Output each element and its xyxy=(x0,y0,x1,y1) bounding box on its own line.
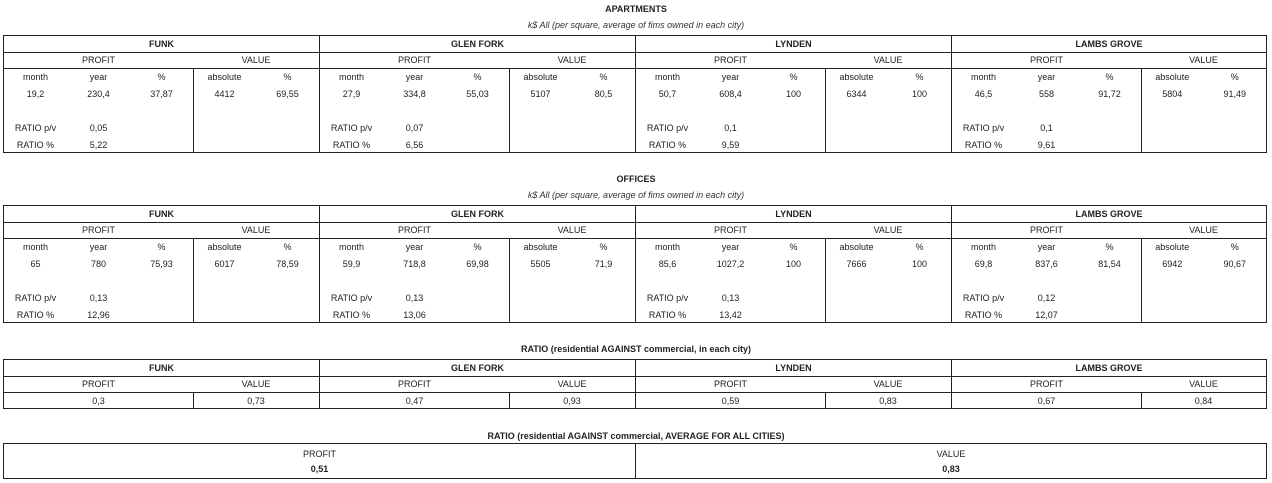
ratio-pct-label: RATIO % xyxy=(332,310,371,320)
ratio-pct-value: 5,22 xyxy=(89,140,108,150)
absolute-value: 6942 xyxy=(1162,259,1183,269)
absolute-header: absolute xyxy=(523,72,558,82)
month-value: 46,5 xyxy=(974,89,993,99)
city-name: FUNK xyxy=(149,209,174,219)
ratio-pct-value: 6,56 xyxy=(405,140,424,150)
profit-label: PROFIT xyxy=(398,55,431,65)
value-pct-header: % xyxy=(283,242,292,252)
city-name: FUNK xyxy=(149,363,174,373)
month-header: month xyxy=(970,72,996,82)
profit-pct-header: % xyxy=(789,72,798,82)
ratio-pct-label: RATIO % xyxy=(16,310,55,320)
city-name: LAMBS GROVE xyxy=(1075,39,1143,49)
ratio-pv-value: 0,05 xyxy=(89,123,108,133)
ratio-pv-label: RATIO p/v xyxy=(14,293,57,303)
ratio-profit-value: 0,59 xyxy=(721,396,740,406)
absolute-header: absolute xyxy=(207,242,242,252)
ratio-profit-value: 0,47 xyxy=(405,396,424,406)
month-value: 65 xyxy=(30,259,41,269)
value-label: VALUE xyxy=(873,379,903,389)
profit-pct-value: 81,54 xyxy=(1098,259,1121,269)
ratio-pv-label: RATIO p/v xyxy=(646,293,689,303)
ratio-pct-value: 9,59 xyxy=(721,140,740,150)
apartments-table xyxy=(3,35,1267,153)
ratio-city-table xyxy=(3,359,1267,409)
value-pct-value: 80,5 xyxy=(594,89,613,99)
ratio-pv-label: RATIO p/v xyxy=(330,123,373,133)
year-value: 1027,2 xyxy=(716,259,745,269)
year-header: year xyxy=(89,72,108,82)
absolute-header: absolute xyxy=(523,242,558,252)
ratio-pct-value: 12,07 xyxy=(1035,310,1058,320)
year-value: 780 xyxy=(90,259,107,269)
profit-pct-value: 100 xyxy=(785,259,802,269)
month-header: month xyxy=(338,242,364,252)
value-label: VALUE xyxy=(1189,55,1218,65)
ratio-city-funk xyxy=(3,359,320,409)
absolute-value: 5107 xyxy=(530,89,551,99)
offices-table xyxy=(3,205,1267,323)
year-header: year xyxy=(89,242,108,252)
profit-label: PROFIT xyxy=(398,225,431,235)
absolute-value: 4412 xyxy=(214,89,235,99)
city-name: LYNDEN xyxy=(775,363,812,373)
profit-pct-value: 91,72 xyxy=(1098,89,1121,99)
ratio-pct-label: RATIO % xyxy=(964,310,1003,320)
ratio-pct-label: RATIO % xyxy=(648,140,687,150)
year-value: 837,6 xyxy=(1035,259,1058,269)
profit-label: PROFIT xyxy=(82,379,115,389)
ratio-avg-profit-value: 0,51 xyxy=(310,464,329,474)
ratio-city-glen-fork xyxy=(319,359,636,409)
month-value: 27,9 xyxy=(342,89,361,99)
city-name: LAMBS GROVE xyxy=(1075,363,1143,373)
ratio-pv-value: 0,13 xyxy=(721,293,740,303)
value-pct-value: 78,59 xyxy=(276,259,299,269)
ratio-pct-value: 12,96 xyxy=(87,310,110,320)
value-pct-header: % xyxy=(915,72,924,82)
absolute-value: 5804 xyxy=(1162,89,1183,99)
profit-label: PROFIT xyxy=(82,55,115,65)
ratio-city-title: RATIO (residential AGAINST commercial, in each city) xyxy=(520,344,752,354)
offices-city-funk xyxy=(3,205,320,323)
profit-pct-header: % xyxy=(473,242,482,252)
profit-label: PROFIT xyxy=(1030,55,1063,65)
year-value: 230,4 xyxy=(87,89,110,99)
profit-pct-header: % xyxy=(473,72,482,82)
value-label: VALUE xyxy=(557,379,587,389)
ratio-pv-value: 0,13 xyxy=(405,293,424,303)
absolute-value: 6344 xyxy=(846,89,867,99)
ratio-city-lynden xyxy=(635,359,952,409)
ratio-value-value: 0,73 xyxy=(247,396,265,406)
offices-title: OFFICES xyxy=(616,174,656,184)
value-pct-header: % xyxy=(599,72,608,82)
ratio-pv-label: RATIO p/v xyxy=(646,123,689,133)
ratio-pct-label: RATIO % xyxy=(332,140,371,150)
month-value: 69,8 xyxy=(974,259,993,269)
profit-pct-value: 69,98 xyxy=(466,259,489,269)
value-pct-header: % xyxy=(599,242,608,252)
year-value: 608,4 xyxy=(719,89,742,99)
year-header: year xyxy=(405,242,424,252)
absolute-value: 5505 xyxy=(530,259,551,269)
ratio-avg-value-value: 0,83 xyxy=(942,464,960,474)
ratio-pct-value: 13,06 xyxy=(403,310,426,320)
value-pct-header: % xyxy=(283,72,292,82)
profit-label: PROFIT xyxy=(714,55,747,65)
year-header: year xyxy=(1037,242,1056,252)
ratio-pv-label: RATIO p/v xyxy=(330,293,373,303)
ratio-pct-label: RATIO % xyxy=(16,140,55,150)
offices-subtitle: k$ All (per square, average of fims owned in each city) xyxy=(527,190,745,200)
ratio-value-value: 0,84 xyxy=(1194,396,1213,406)
value-label: VALUE xyxy=(557,225,587,235)
profit-label: PROFIT xyxy=(714,225,747,235)
value-pct-value: 91,49 xyxy=(1223,89,1247,99)
value-label: VALUE xyxy=(873,225,903,235)
offices-city-lambs-grove xyxy=(951,205,1267,323)
city-name: LYNDEN xyxy=(775,209,812,219)
profit-label: PROFIT xyxy=(82,225,115,235)
ratio-pv-value: 0,1 xyxy=(1040,123,1053,133)
value-pct-value: 100 xyxy=(911,259,928,269)
year-header: year xyxy=(721,242,740,252)
profit-pct-header: % xyxy=(157,242,166,252)
value-pct-value: 90,67 xyxy=(1223,259,1247,269)
ratio-pv-label: RATIO p/v xyxy=(14,123,57,133)
city-name: GLEN FORK xyxy=(451,39,504,49)
month-header: month xyxy=(654,242,680,252)
value-label: VALUE xyxy=(241,379,271,389)
month-value: 85,6 xyxy=(658,259,677,269)
city-name: LYNDEN xyxy=(775,39,812,49)
absolute-header: absolute xyxy=(839,72,874,82)
ratio-value-value: 0,83 xyxy=(879,396,897,406)
apartments-city-lambs-grove xyxy=(951,35,1267,153)
value-label: VALUE xyxy=(873,55,903,65)
ratio-pv-value: 0,07 xyxy=(405,123,424,133)
value-label: VALUE xyxy=(557,55,587,65)
value-label: VALUE xyxy=(936,449,966,459)
value-label: VALUE xyxy=(241,55,271,65)
month-header: month xyxy=(22,72,48,82)
ratio-avg-profit-cell xyxy=(3,443,636,479)
city-name: GLEN FORK xyxy=(451,363,504,373)
ratio-pct-label: RATIO % xyxy=(648,310,687,320)
ratio-value-value: 0,93 xyxy=(563,396,581,406)
month-header: month xyxy=(654,72,680,82)
profit-pct-value: 55,03 xyxy=(466,89,489,99)
profit-pct-header: % xyxy=(789,242,798,252)
profit-pct-value: 75,93 xyxy=(150,259,173,269)
ratio-pct-value: 9,61 xyxy=(1037,140,1056,150)
year-header: year xyxy=(405,72,424,82)
apartments-city-funk xyxy=(3,35,320,153)
ratio-avg-title: RATIO (residential AGAINST commercial, AVERAGE FOR ALL CITIES) xyxy=(487,431,785,441)
value-pct-value: 71,9 xyxy=(594,259,613,269)
value-pct-header: % xyxy=(915,242,924,252)
absolute-value: 6017 xyxy=(214,259,235,269)
apartments-city-glen-fork xyxy=(319,35,636,153)
offices-city-lynden xyxy=(635,205,952,323)
apartments-title: APARTMENTS xyxy=(605,4,667,14)
year-header: year xyxy=(1037,72,1056,82)
ratio-pv-value: 0,12 xyxy=(1037,293,1056,303)
month-header: month xyxy=(338,72,364,82)
month-value: 59,9 xyxy=(342,259,361,269)
absolute-header: absolute xyxy=(839,242,874,252)
profit-pct-header: % xyxy=(1105,72,1114,82)
month-value: 19,2 xyxy=(26,89,45,99)
profit-label: PROFIT xyxy=(1030,379,1063,389)
ratio-avg-table xyxy=(3,443,1267,479)
absolute-value: 7666 xyxy=(846,259,867,269)
ratio-pct-value: 13,42 xyxy=(719,310,742,320)
ratio-avg-value-cell xyxy=(635,443,1267,479)
ratio-pct-label: RATIO % xyxy=(964,140,1003,150)
profit-pct-header: % xyxy=(1105,242,1114,252)
profit-label: PROFIT xyxy=(1030,225,1063,235)
year-value: 334,8 xyxy=(403,89,426,99)
absolute-header: absolute xyxy=(1155,72,1190,82)
apartments-subtitle: k$ All (per square, average of fims owned in each city) xyxy=(527,20,745,30)
value-pct-header: % xyxy=(1230,72,1239,82)
value-pct-value: 100 xyxy=(911,89,928,99)
year-header: year xyxy=(721,72,740,82)
absolute-header: absolute xyxy=(207,72,242,82)
ratio-pv-label: RATIO p/v xyxy=(962,293,1005,303)
city-name: FUNK xyxy=(149,39,174,49)
profit-label: PROFIT xyxy=(398,379,431,389)
profit-pct-value: 100 xyxy=(785,89,802,99)
value-pct-value: 69,55 xyxy=(276,89,299,99)
ratio-pv-value: 0,13 xyxy=(89,293,108,303)
ratio-pv-value: 0,1 xyxy=(724,123,737,133)
value-label: VALUE xyxy=(241,225,271,235)
city-name: GLEN FORK xyxy=(451,209,504,219)
year-value: 558 xyxy=(1038,89,1055,99)
value-label: VALUE xyxy=(1189,225,1218,235)
profit-label: PROFIT xyxy=(714,379,747,389)
value-label: VALUE xyxy=(1189,379,1218,389)
month-value: 50,7 xyxy=(658,89,677,99)
profit-label: PROFIT xyxy=(303,449,336,459)
profit-pct-value: 37,87 xyxy=(150,89,173,99)
year-value: 718,8 xyxy=(403,259,426,269)
ratio-profit-value: 0,3 xyxy=(92,396,105,406)
month-header: month xyxy=(970,242,996,252)
apartments-city-lynden xyxy=(635,35,952,153)
ratio-profit-value: 0,67 xyxy=(1037,396,1056,406)
city-name: LAMBS GROVE xyxy=(1075,209,1143,219)
ratio-city-lambs-grove xyxy=(951,359,1267,409)
absolute-header: absolute xyxy=(1155,242,1190,252)
offices-city-glen-fork xyxy=(319,205,636,323)
ratio-pv-label: RATIO p/v xyxy=(962,123,1005,133)
month-header: month xyxy=(22,242,48,252)
profit-pct-header: % xyxy=(157,72,166,82)
value-pct-header: % xyxy=(1230,242,1239,252)
